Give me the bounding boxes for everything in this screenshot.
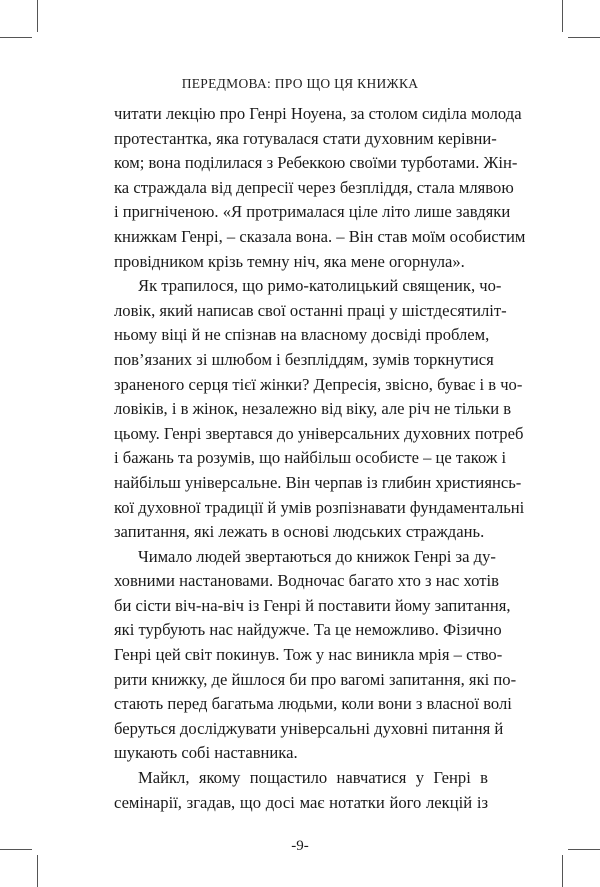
- crop-mark: [562, 0, 563, 32]
- text-line: Генрі цей світ покинув. Тож у нас виникла мрія – ство-: [114, 645, 503, 665]
- text-line: ка страждала від депресії через безпліддя, стала млявою: [114, 177, 514, 197]
- page-number: -9-: [291, 838, 309, 854]
- text-line: кої духовної традиції й умів розпізнавати фундаментальні: [114, 497, 525, 517]
- crop-mark: [37, 855, 38, 887]
- text-line: шукають собі наставника.: [114, 743, 298, 763]
- text-line: ловіків, і в жінок, незалежно від віку, але річ не тільки в: [114, 399, 512, 419]
- text-line: найбільш універсальне. Він черпав із глибин християнсь-: [114, 472, 522, 492]
- text-line: які турбують нас найдужче. Та це неможливо. Фізично: [114, 620, 502, 640]
- body-text: [114, 102, 526, 815]
- text-line: зраненого серця тієї жінки? Депресія, звісно, буває і в чо-: [114, 374, 523, 394]
- text-line: рити книжку, де йшлося би про вагомі запитання, які по-: [114, 669, 517, 689]
- text-line: Як трапилося, що римо-католицький священик, чо-: [138, 276, 502, 296]
- crop-mark: [568, 37, 600, 38]
- text-line: і пригніченою. «Я протрималася ціле літо лише завдяки: [114, 202, 511, 222]
- crop-mark: [37, 0, 38, 32]
- paragraph: [114, 766, 488, 815]
- text-line: ловік, який написав свої останні праці у шістдесятиліт-: [114, 300, 507, 320]
- paragraph: [114, 102, 526, 274]
- text-line: книжкам Генрі, – сказала вона. – Він став моїм особистим: [114, 226, 526, 246]
- paragraph: [114, 545, 517, 766]
- text-line: цьому. Генрі звертався до універсальних духовних потреб: [114, 423, 524, 443]
- crop-mark: [0, 37, 32, 38]
- text-line: Майкл, якому пощастило навчатися у Генрі в: [138, 768, 488, 788]
- text-line: читати лекцію про Генрі Ноуена, за столом сиділа молода: [114, 104, 522, 123]
- text-line: запитання, які лежать в основі людських страждань.: [114, 522, 485, 542]
- text-line: пов’язаних зі шлюбом і безпліддям, зумів торкнутися: [114, 349, 494, 369]
- text-line: ком; вона поділилася з Ребеккою своїми турботами. Жін-: [114, 153, 518, 173]
- text-line: провідником крізь темну ніч, яка мене огорнула».: [114, 251, 465, 271]
- text-line: і бажань та розумів, що найбільш особисте – це також і: [114, 448, 507, 468]
- text-line: ньому віці й не спізнав на власному досвіді проблем,: [114, 325, 490, 345]
- text-line: семінарії, згадав, що досі має нотатки його лекцій із: [114, 792, 488, 812]
- text-line: беруться досліджувати універсальні духовні питання й: [114, 718, 504, 738]
- text-line: Чимало людей звертаються до книжок Генрі за ду-: [138, 546, 496, 566]
- text-line: ховними настановами. Водночас багато хто з нас хотів: [114, 571, 499, 591]
- paragraph: [114, 274, 525, 545]
- text-line: би сісти віч-на-віч із Генрі й поставити йому запитання,: [114, 595, 511, 615]
- text-line: стають перед багатьма людьми, коли вони з власної волі: [114, 694, 512, 714]
- crop-mark: [562, 855, 563, 887]
- running-head: ПЕРЕДМОВА: ПРО ЩО ЦЯ КНИЖКА: [181, 76, 419, 91]
- text-line: протестантка, яка готувалася стати духовним керівни-: [114, 128, 497, 148]
